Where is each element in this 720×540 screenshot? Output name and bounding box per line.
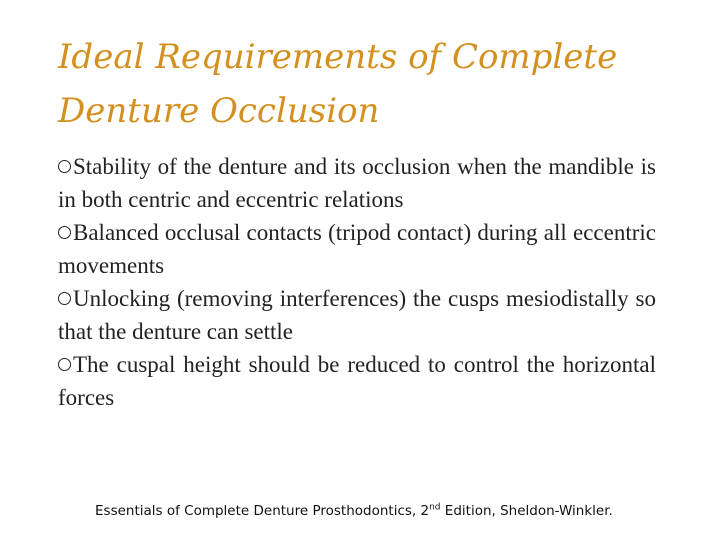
citation-superscript: nd xyxy=(429,502,441,513)
bullet-item-balanced-contacts xyxy=(58,216,656,282)
slide-title: Ideal Requirements of Complete Denture Occlusion xyxy=(58,37,618,131)
bullet-item-stability xyxy=(58,150,656,216)
citation-text-end: Edition, Sheldon-Winkler. xyxy=(440,503,613,519)
bullet-item-unlocking xyxy=(58,282,656,348)
bullet-text: Balanced occlusal contacts (tripod contact) during all eccentric movements xyxy=(58,220,656,278)
bullet-text: Unlocking (removing interferences) the cusps mesiodistally so that the denture can settle xyxy=(58,286,656,344)
bullet-text: The cuspal height should be reduced to control the horizontal forces xyxy=(58,352,656,410)
bullet-text: Stability of the denture and its occlusion when the mandible is in both centric and eccentric relations xyxy=(58,154,656,212)
hollow-circle-bullet-icon xyxy=(58,160,71,173)
citation xyxy=(95,501,695,521)
hollow-circle-bullet-icon xyxy=(58,292,71,305)
bullet-item-cuspal-height xyxy=(58,348,656,414)
hollow-circle-bullet-icon xyxy=(58,358,71,371)
bullet-list xyxy=(58,150,656,414)
hollow-circle-bullet-icon xyxy=(58,226,71,239)
citation-text: Essentials of Complete Denture Prosthodontics, 2 xyxy=(95,503,430,519)
